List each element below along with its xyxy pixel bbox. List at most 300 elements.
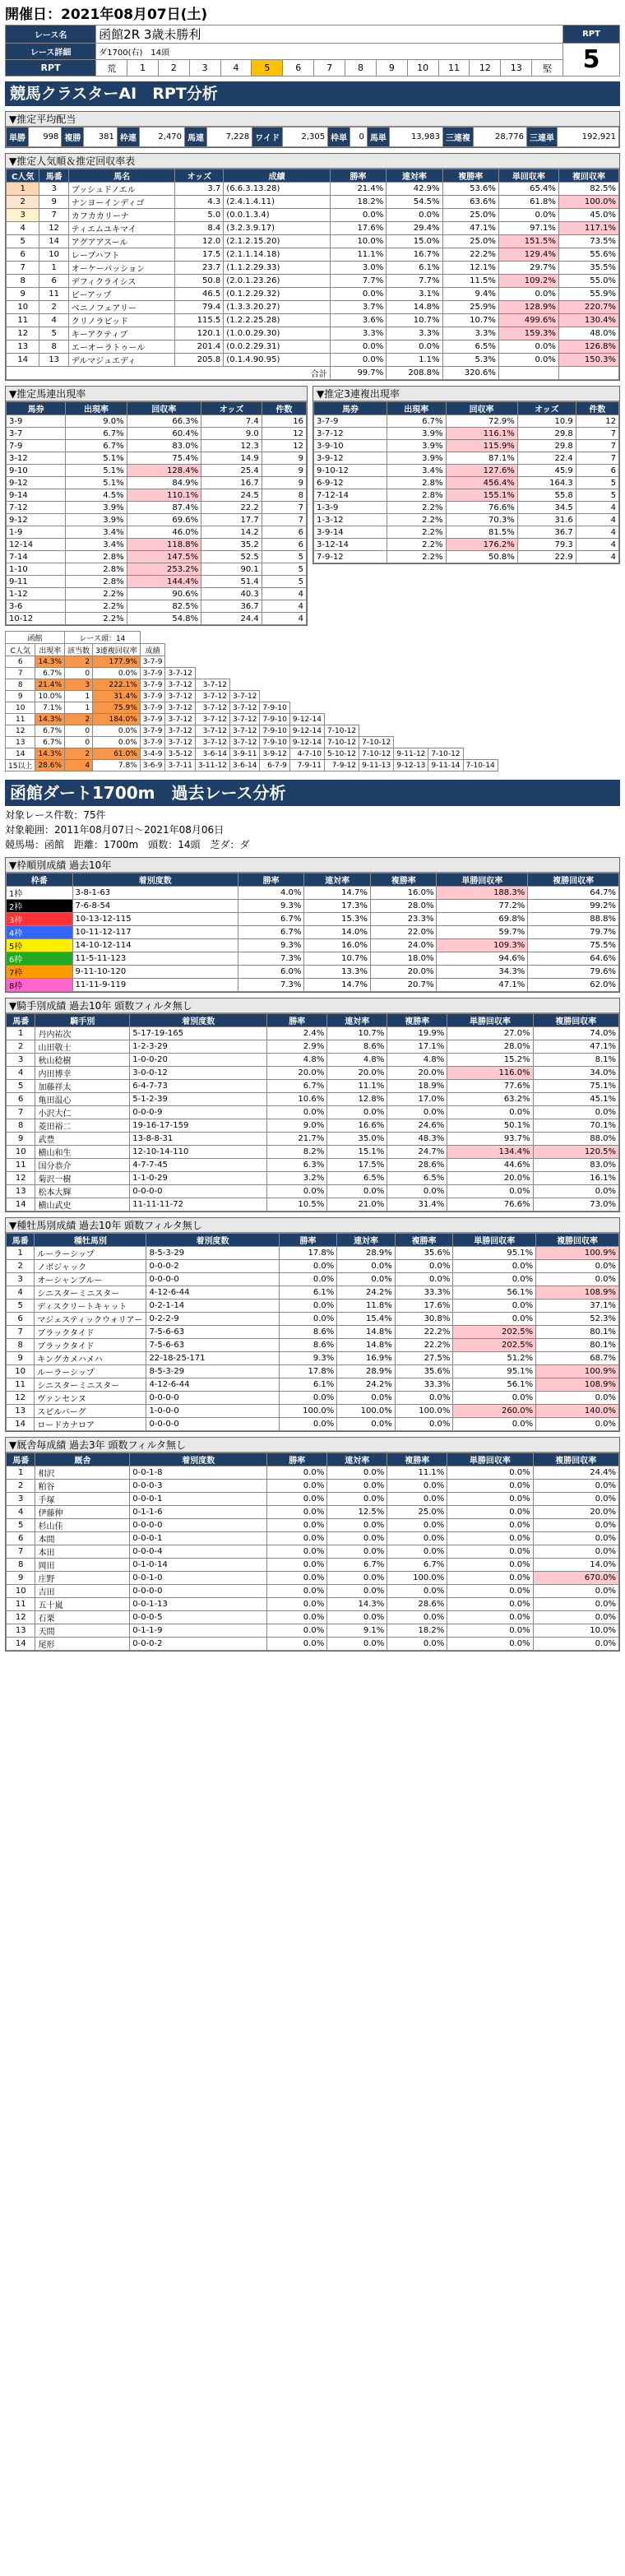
trio-cell: 29.8: [517, 428, 576, 440]
mini-cell: 3-7-9: [140, 656, 165, 668]
pop-cell: ティエムユキマイ: [68, 222, 175, 235]
mini-cell: 3-4-9: [140, 748, 165, 760]
slot-cell: 2.8%: [66, 576, 127, 588]
mini-cell: 3-7-12: [230, 691, 260, 702]
sire-cell: 202.5%: [453, 1326, 536, 1339]
trainer-cell: 粕谷: [35, 1480, 130, 1493]
pop-cell: 25.9%: [442, 301, 498, 314]
sire-cell: ルーラーシップ: [35, 1247, 146, 1260]
waku-cell: 6.0%: [238, 966, 304, 979]
jockey-cell: 1: [7, 1027, 35, 1040]
jockey-cell: 10: [7, 1146, 35, 1159]
trainer-cell: 0.0%: [327, 1611, 387, 1624]
sire-cell: 0.0%: [453, 1300, 536, 1313]
slot-cell: 35.2: [201, 539, 262, 551]
jockey-cell: 5: [7, 1080, 35, 1093]
slot-cell: 118.8%: [127, 539, 201, 551]
trio-cell: 1-3-9: [314, 502, 387, 514]
pop-row: [7, 341, 619, 354]
jockey-cell: 0-0-0-9: [130, 1106, 267, 1119]
waku-cell: 59.7%: [437, 926, 528, 939]
pop-cell: 4.3: [175, 196, 224, 209]
sire-cell: 35.6%: [395, 1247, 453, 1260]
payout-label: 単勝: [7, 127, 29, 147]
trio-cell: 7-12-14: [314, 489, 387, 502]
sire-cell: 17.8%: [279, 1365, 337, 1378]
sire-row: [7, 1392, 619, 1405]
jockey-cell: 134.4%: [447, 1146, 533, 1159]
trio-cell: 2.8%: [387, 489, 447, 502]
jockey-cell: 21.7%: [267, 1133, 327, 1146]
pop-cell: エーオーラトゥール: [68, 341, 175, 354]
payout-value: 7,228: [207, 127, 252, 147]
waku-cell: 7枠: [7, 966, 73, 979]
trio-cell: 55.8: [517, 489, 576, 502]
slot-cell: 144.4%: [127, 576, 201, 588]
slot-cell: 4: [262, 613, 306, 625]
pop-total-label: 合計: [7, 367, 331, 380]
trainer-cell: 0.0%: [327, 1480, 387, 1493]
mini-cell: 9-11-13: [359, 760, 394, 771]
sire-cell: 6.1%: [279, 1286, 337, 1300]
rpt-cell: 10: [407, 60, 438, 76]
slot-cell: 9: [262, 452, 306, 465]
trainer-cell: 8: [7, 1559, 35, 1572]
sire-row: [7, 1352, 619, 1365]
jockey-cell: 45.1%: [533, 1093, 618, 1106]
waku-cell: 20.0%: [370, 966, 437, 979]
slot-row: [7, 440, 307, 452]
waku-col-header: 連対率: [304, 873, 371, 887]
slot-row: [7, 514, 307, 526]
sire-cell: ノボジャック: [35, 1260, 146, 1273]
mini-row: [6, 691, 498, 702]
slot-cell: 6.7%: [66, 428, 127, 440]
mini-cell: 7-9-10: [260, 737, 289, 748]
jockey-cell: 20.0%: [327, 1067, 387, 1080]
waku-cell: 15.3%: [304, 913, 371, 926]
mini-cell: 0.0%: [93, 725, 141, 737]
pop-col-header: 勝率: [330, 169, 386, 183]
trainer-cell: 0.0%: [327, 1572, 387, 1585]
pop-cell: ビーアップ: [68, 288, 175, 301]
pop-cell: (2.1.2.15.20): [224, 235, 331, 248]
sire-cell: 4-12-6-44: [146, 1286, 279, 1300]
trainer-row: [7, 1598, 619, 1611]
pop-row: [7, 262, 619, 275]
slot-cell: 84.9%: [127, 477, 201, 489]
jockey-cell: 1-1-0-29: [130, 1172, 267, 1185]
rpt-cell: 13: [501, 60, 532, 76]
sire-cell: 0.0%: [395, 1392, 453, 1405]
trio-row: [314, 489, 619, 502]
trio-cell: 3.9%: [387, 440, 447, 452]
sire-cell: 33.3%: [395, 1286, 453, 1300]
mini-cell: 1: [65, 691, 93, 702]
pop-cell: 7: [7, 262, 39, 275]
jockey-cell: 77.6%: [447, 1080, 533, 1093]
jockey-cell: 35.0%: [327, 1133, 387, 1146]
mini-cell: 15以上: [6, 760, 35, 771]
trainer-cell: 0.0%: [267, 1519, 327, 1532]
waku-cell: 18.0%: [370, 952, 437, 966]
sire-cell: 100.9%: [536, 1365, 619, 1378]
trio-cell: 6-9-12: [314, 477, 387, 489]
sire-title: ▼種牡馬別成績 過去10年 頭数フィルタ無し: [6, 1218, 619, 1233]
slot-cell: 7-12: [7, 502, 66, 514]
trainer-cell: 0.0%: [533, 1480, 618, 1493]
pop-cell: 11: [7, 314, 39, 327]
slot-cell: 46.0%: [127, 526, 201, 539]
trainer-row: [7, 1532, 619, 1545]
trio-cell: 3-12-14: [314, 539, 387, 551]
pop-row: [7, 209, 619, 222]
trainer-row: [7, 1506, 619, 1519]
mini-cell: 3-7-9: [140, 668, 165, 679]
pop-cell: 10: [39, 248, 68, 262]
mini-cell: 3-7-12: [165, 702, 195, 714]
jockey-cell: 8.6%: [327, 1040, 387, 1054]
sire-cell: 0.0%: [337, 1418, 396, 1431]
sire-cell: 80.1%: [536, 1326, 619, 1339]
mini-row: [6, 748, 498, 760]
trio-cell: 6: [576, 465, 618, 477]
slot-row: [7, 600, 307, 613]
waku-cell: 34.3%: [437, 966, 528, 979]
trainer-cell: 0-0-0-2: [130, 1638, 267, 1651]
slot-cell: 110.1%: [127, 489, 201, 502]
trainer-cell: 本間: [35, 1532, 130, 1545]
mini-cell: 7-10-12: [324, 725, 359, 737]
trio-cell: 3-7-9: [314, 415, 387, 428]
slot-cell: 3-7: [7, 428, 66, 440]
trio-cell: 5: [576, 477, 618, 489]
pop-cell: オーケーパッション: [68, 262, 175, 275]
sire-cell: 0.0%: [453, 1313, 536, 1326]
rpt-value: 5: [563, 44, 620, 76]
waku-cell: 9.3%: [238, 939, 304, 952]
trainer-cell: 0.0%: [447, 1519, 533, 1532]
trainer-cell: 0.0%: [327, 1466, 387, 1480]
jockey-cell: 31.4%: [387, 1198, 447, 1212]
payout-label: 枠単: [328, 127, 350, 147]
pop-row: [7, 301, 619, 314]
pop-row: [7, 314, 619, 327]
pop-row: [7, 275, 619, 288]
waku-cell: 7.3%: [238, 952, 304, 966]
slot-cell: 17.7: [201, 514, 262, 526]
sire-cell: 27.5%: [395, 1352, 453, 1365]
trio-cell: 9-10-12: [314, 465, 387, 477]
trainer-cell: 0-0-1-8: [130, 1466, 267, 1480]
slot-cell: 16: [262, 415, 306, 428]
trainer-cell: 0.0%: [267, 1585, 327, 1598]
slot-row: [7, 452, 307, 465]
trainer-cell: 0-0-0-1: [130, 1532, 267, 1545]
waku-cell: 3枠: [7, 913, 73, 926]
sire-cell: 0-0-0-0: [146, 1392, 279, 1405]
mini-row: [6, 714, 498, 725]
trainer-row: [7, 1624, 619, 1638]
mini-cell: 7: [6, 668, 35, 679]
trio-cell: 4: [576, 539, 618, 551]
sire-cell: 2: [7, 1260, 35, 1273]
sire-cell: 0.0%: [453, 1392, 536, 1405]
quinella-title: ▼推定馬連出現率: [6, 387, 307, 401]
mini-cell: 3-7-12: [230, 725, 260, 737]
pop-cell: 6.5%: [442, 341, 498, 354]
pop-cell: 7.7%: [330, 275, 386, 288]
slot-cell: 90.1: [201, 563, 262, 576]
trainer-cell: 0.0%: [533, 1638, 618, 1651]
sire-cell: オーシャンブルー: [35, 1273, 146, 1286]
pop-col-header: 成績: [224, 169, 331, 183]
mini-cell: 3-7-12: [195, 714, 229, 725]
pop-cell: 3.1%: [387, 288, 442, 301]
jockey-cell: 76.6%: [447, 1198, 533, 1212]
jockey-row: [7, 1119, 619, 1133]
trainer-cell: 0.0%: [267, 1532, 327, 1545]
jockey-cell: 横山武史: [35, 1198, 130, 1212]
sire-cell: 30.8%: [395, 1313, 453, 1326]
rpt-cell: 堅: [532, 60, 563, 76]
pop-total-value: 208.8%: [387, 367, 442, 380]
slot-cell: 5.1%: [66, 452, 127, 465]
jockey-cell: 横山和生: [35, 1146, 130, 1159]
slot-cell: 36.7: [201, 600, 262, 613]
mini-cell: 13: [6, 737, 35, 748]
slot-cell: 147.5%: [127, 551, 201, 563]
payout-value: 0: [350, 127, 368, 147]
trio-cell: 12: [576, 415, 618, 428]
jockey-cell: 0.0%: [447, 1106, 533, 1119]
jockey-cell: 11-11-11-72: [130, 1198, 267, 1212]
trainer-cell: 0.0%: [327, 1585, 387, 1598]
slot-cell: 24.5: [201, 489, 262, 502]
sire-row: [7, 1247, 619, 1260]
pop-cell: 45.0%: [558, 209, 618, 222]
pop-cell: (1.3.3.20.27): [224, 301, 331, 314]
jockey-cell: 74.0%: [533, 1027, 618, 1040]
mini-row: [6, 760, 498, 771]
pop-cell: 63.6%: [442, 196, 498, 209]
mini-cell: 11: [6, 714, 35, 725]
cpop-matrix-section: [5, 631, 620, 771]
pop-col-header: オッズ: [175, 169, 224, 183]
mini-cell: 21.4%: [35, 679, 65, 691]
jockey-cell: 20.0%: [387, 1067, 447, 1080]
mini-cell: 6.7%: [35, 668, 65, 679]
jockey-cell: 国分恭介: [35, 1159, 130, 1172]
trainer-cell: 0.0%: [327, 1519, 387, 1532]
jockey-cell: 120.5%: [533, 1146, 618, 1159]
mini-cell: 3-7-12: [165, 725, 195, 737]
payout-value: 2,305: [282, 127, 327, 147]
trainer-cell: 9: [7, 1572, 35, 1585]
trio-row: [314, 428, 619, 440]
slot-row: [7, 588, 307, 600]
trainer-cell: 0.0%: [387, 1611, 447, 1624]
pop-cell: 0.0%: [387, 341, 442, 354]
slot-cell: 9-11: [7, 576, 66, 588]
pop-cell: (0.0.2.29.31): [224, 341, 331, 354]
pop-cell: 73.5%: [558, 235, 618, 248]
jockey-cell: 48.3%: [387, 1133, 447, 1146]
sire-cell: 0.0%: [279, 1418, 337, 1431]
jockey-cell: 4.8%: [267, 1054, 327, 1067]
rpt-label: RPT: [6, 60, 96, 76]
mini-cell: 7-10-12: [359, 748, 394, 760]
pop-row: [7, 196, 619, 209]
trainer-cell: 0.0%: [447, 1480, 533, 1493]
trainer-cell: 本田: [35, 1545, 130, 1559]
sire-cell: ブラックタイド: [35, 1326, 146, 1339]
slot-cell: 14.9: [201, 452, 262, 465]
slot-cell: 9.0%: [66, 415, 127, 428]
trainer-cell: 14.0%: [533, 1559, 618, 1572]
sire-cell: 8-5-3-29: [146, 1247, 279, 1260]
mini-cell: 7-9-10: [260, 714, 289, 725]
mini-cell: 14.3%: [35, 714, 65, 725]
slot-cell: 7: [262, 514, 306, 526]
trainer-cell: 0.0%: [533, 1585, 618, 1598]
trainer-cell: 5: [7, 1519, 35, 1532]
payout-value: 192,921: [558, 127, 619, 147]
trainer-col-header: 複勝回収率: [533, 1453, 618, 1466]
sire-cell: マジェスティックウォリアー: [35, 1313, 146, 1326]
slot-cell: 3.4%: [66, 526, 127, 539]
jockey-row: [7, 1027, 619, 1040]
pop-cell: 120.1: [175, 327, 224, 341]
pop-cell: 6: [7, 248, 39, 262]
trainer-cell: 0.0%: [267, 1493, 327, 1506]
trio-row: [314, 514, 619, 526]
mini-cell: 61.0%: [93, 748, 141, 760]
pop-cell: 0.0%: [498, 288, 558, 301]
mini-cell: 10.0%: [35, 691, 65, 702]
trainer-cell: 0-0-0-3: [130, 1480, 267, 1493]
trainer-cell: 0.0%: [267, 1506, 327, 1519]
sire-cell: 0-0-0-2: [146, 1260, 279, 1273]
rpt-cell: 1: [127, 60, 159, 76]
pop-cell: 115.5: [175, 314, 224, 327]
trainer-cell: 0-1-1-9: [130, 1624, 267, 1638]
pop-cell: アグアアスール: [68, 235, 175, 248]
meta-count: 対象レース件数：75件: [5, 809, 106, 821]
mini-cell: 6-7-9: [260, 760, 289, 771]
waku-cell: 94.6%: [437, 952, 528, 966]
pop-col-header: 複勝率: [442, 169, 498, 183]
sire-cell: 28.9%: [337, 1247, 396, 1260]
trainer-cell: 0.0%: [387, 1493, 447, 1506]
mini-cell: 3-7-12: [195, 691, 229, 702]
jockey-cell: 13-8-8-31: [130, 1133, 267, 1146]
trio-cell: 31.6: [517, 514, 576, 526]
slot-cell: 1-9: [7, 526, 66, 539]
jockey-cell: 秋山稔樹: [35, 1054, 130, 1067]
jockey-cell: 83.0%: [533, 1159, 618, 1172]
pop-cell: キーアクティブ: [68, 327, 175, 341]
trainer-cell: 14: [7, 1638, 35, 1651]
pop-cell: 7: [39, 209, 68, 222]
mini-cell: 7-9-12: [324, 760, 359, 771]
trio-cell: 70.3%: [446, 514, 517, 526]
trio-cell: 79.3: [517, 539, 576, 551]
trio-cell: 3-9-10: [314, 440, 387, 452]
trio-cell: 2.2%: [387, 551, 447, 563]
waku-cell: 62.0%: [528, 979, 619, 992]
pop-cell: (6.6.3.13.28): [224, 183, 331, 196]
trainer-cell: 0-0-0-5: [130, 1611, 267, 1624]
slot-cell: 51.4: [201, 576, 262, 588]
trainer-cell: 0.0%: [447, 1624, 533, 1638]
waku-cell: 75.5%: [528, 939, 619, 952]
jockey-cell: 9: [7, 1133, 35, 1146]
trio-cell: 50.8%: [446, 551, 517, 563]
waku-cell: 6枠: [7, 952, 73, 966]
mini-cell: 0: [65, 725, 93, 737]
slot-cell: 1-10: [7, 563, 66, 576]
trainer-cell: 0.0%: [533, 1532, 618, 1545]
trainer-cell: 6.7%: [327, 1559, 387, 1572]
pop-cell: 50.8: [175, 275, 224, 288]
trainer-cell: 杉山佳: [35, 1519, 130, 1532]
mini-cell: 3-7-12: [230, 714, 260, 725]
slot-cell: 4.5%: [66, 489, 127, 502]
pop-cell: 35.5%: [558, 262, 618, 275]
jockey-section: [5, 998, 620, 1212]
sire-cell: 15.4%: [337, 1313, 396, 1326]
waku-cell: 77.2%: [437, 900, 528, 913]
mini-cell: 5-10-12: [324, 748, 359, 760]
mini-cell: 0: [65, 668, 93, 679]
trio-row: [314, 551, 619, 563]
sire-row: [7, 1260, 619, 1273]
waku-cell: 10-11-12-117: [72, 926, 238, 939]
jockey-cell: 0.0%: [447, 1185, 533, 1198]
waku-cell: 14.0%: [304, 926, 371, 939]
slot-cell: 6: [262, 539, 306, 551]
pop-cell: 65.4%: [498, 183, 558, 196]
slot-cell: 3.4%: [66, 539, 127, 551]
trainer-cell: 3: [7, 1493, 35, 1506]
slot-cell: 253.2%: [127, 563, 201, 576]
trio-cell: 127.6%: [446, 465, 517, 477]
mini-cell: 7.8%: [93, 760, 141, 771]
pop-cell: 8: [39, 341, 68, 354]
mini-cell: 3-7-9: [140, 691, 165, 702]
jockey-cell: 2.4%: [267, 1027, 327, 1040]
mini-cell: 3-5-12: [165, 748, 195, 760]
mini-cell: 7-10-14: [463, 760, 498, 771]
trio-col-header: オッズ: [517, 402, 576, 415]
pop-cell: 55.9%: [558, 288, 618, 301]
trainer-cell: 0.0%: [387, 1519, 447, 1532]
slot-cell: 12-14: [7, 539, 66, 551]
mini-cell: 3-7-9: [140, 737, 165, 748]
pop-cell: 201.4: [175, 341, 224, 354]
slot-cell: 87.4%: [127, 502, 201, 514]
sire-cell: 14: [7, 1418, 35, 1431]
mini-hdr: 函館: [6, 632, 65, 644]
trainer-cell: 4: [7, 1506, 35, 1519]
slot-cell: 2.2%: [66, 613, 127, 625]
rpt-cell: 4: [220, 60, 252, 76]
trainer-cell: 0.0%: [327, 1493, 387, 1506]
pop-cell: 117.1%: [558, 222, 618, 235]
jockey-cell: 10.5%: [267, 1198, 327, 1212]
pop-cell: 5: [39, 327, 68, 341]
